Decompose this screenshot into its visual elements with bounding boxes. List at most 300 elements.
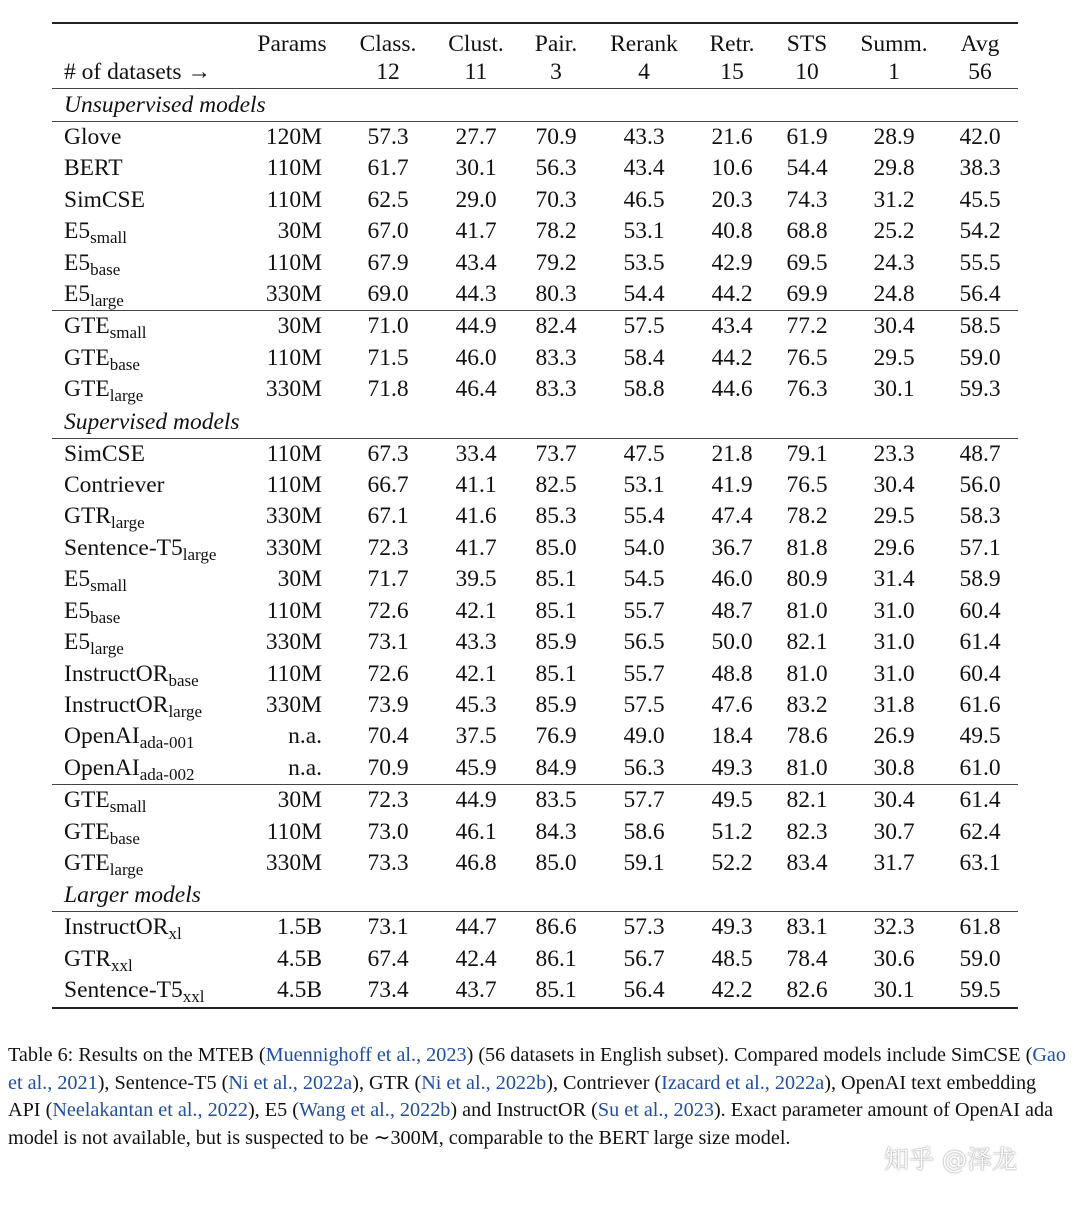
score-cell: 41.6 — [455, 503, 497, 530]
score-cell: 83.5 — [535, 787, 577, 814]
score-cell: 61.4 — [959, 629, 1001, 656]
table-row — [52, 185, 1018, 216]
caption-text: ), E5 ( — [247, 1099, 299, 1122]
datasets-count-label: # of datasets → — [52, 56, 240, 89]
section-header-row — [52, 879, 1018, 912]
score-cell: 73.7 — [535, 440, 577, 467]
score-cell: 29.6 — [873, 534, 915, 561]
score-cell: 69.5 — [786, 249, 828, 276]
score-cell: 70.4 — [367, 723, 409, 750]
score-cell: 80.9 — [786, 566, 828, 593]
score-cell: 58.4 — [623, 344, 665, 371]
score-cell: 83.3 — [535, 344, 577, 371]
params-cell: 110M — [266, 186, 322, 213]
model-size-subscript: base — [109, 354, 140, 374]
score-cell: 57.3 — [367, 124, 409, 150]
score-cell: 29.5 — [873, 503, 915, 530]
section-title: Supervised models — [52, 406, 1018, 439]
score-cell: 81.0 — [786, 660, 828, 687]
score-cell: 44.2 — [696, 279, 768, 311]
score-cell: 43.4 — [455, 249, 497, 276]
score-cell: 66.7 — [367, 472, 409, 499]
score-cell: 46.4 — [455, 376, 497, 403]
score-cell: 58.3 — [959, 503, 1001, 530]
score-cell: 67.3 — [367, 440, 409, 467]
table-row — [52, 279, 1018, 311]
score-cell: 31.8 — [873, 691, 915, 718]
score-cell: 73.1 — [367, 914, 409, 941]
score-cell: 39.5 — [455, 566, 497, 593]
score-cell: 46.1 — [455, 818, 497, 845]
table-row — [52, 721, 1018, 752]
model-name: BERT — [64, 155, 123, 182]
score-cell: 10.6 — [711, 155, 753, 182]
score-cell: 78.2 — [535, 218, 577, 245]
section-header-row — [52, 89, 1018, 122]
model-name: E5 — [64, 629, 91, 656]
score-cell: 30.1 — [846, 975, 942, 1007]
citation-link[interactable]: Gao et al., 2021 — [8, 1044, 1066, 1094]
caption-text: ), OpenAI text embedding API ( — [8, 1071, 1037, 1122]
table-row — [52, 470, 1018, 501]
score-cell: 57.3 — [623, 914, 665, 941]
score-cell: 48.5 — [711, 945, 753, 972]
column-header: Clust. — [432, 23, 520, 56]
score-cell: 79.1 — [786, 440, 828, 467]
score-cell: 42.9 — [711, 249, 753, 276]
score-cell: 44.2 — [711, 344, 753, 371]
model-name: InstructOR — [64, 660, 169, 687]
score-cell: 81.0 — [768, 753, 846, 785]
score-cell: 55.5 — [959, 249, 1001, 276]
score-cell: 82.1 — [786, 787, 828, 814]
section-title: Larger models — [52, 879, 1018, 912]
model-name-cell — [52, 470, 240, 501]
score-cell: 31.0 — [873, 660, 915, 687]
model-name: GTE — [64, 313, 110, 340]
model-name: Sentence-T5 — [64, 977, 183, 1004]
score-cell: 85.1 — [535, 566, 577, 593]
score-cell: 46.0 — [455, 344, 497, 371]
score-cell: 61.8 — [959, 914, 1001, 941]
score-cell: 62.4 — [959, 818, 1001, 845]
column-header: STS — [768, 23, 846, 56]
table-row — [52, 912, 1018, 944]
score-cell: 61.4 — [959, 787, 1001, 814]
score-cell: 83.4 — [786, 849, 828, 876]
table-row — [52, 690, 1018, 721]
score-cell: 73.9 — [367, 691, 409, 718]
score-cell: 41.7 — [455, 218, 497, 245]
score-cell: 72.6 — [367, 597, 409, 624]
model-name: GTE — [64, 787, 110, 814]
model-name-cell — [52, 343, 240, 374]
score-cell: 56.3 — [592, 753, 696, 785]
score-cell: 67.4 — [367, 945, 409, 972]
model-name-cell — [52, 122, 240, 154]
score-cell: 48.8 — [711, 660, 753, 687]
score-cell: 52.2 — [711, 849, 753, 876]
model-name-cell — [52, 374, 240, 405]
score-cell: 31.0 — [873, 629, 915, 656]
score-cell: 60.4 — [959, 597, 1001, 624]
score-cell: 71.7 — [367, 566, 409, 593]
score-cell: 49.5 — [959, 723, 1001, 750]
table-row — [52, 627, 1018, 658]
score-cell: 44.9 — [455, 787, 497, 814]
score-cell: 57.5 — [623, 313, 665, 340]
column-header: Params — [240, 23, 344, 56]
score-cell: 82.1 — [786, 629, 828, 656]
score-cell: 58.8 — [623, 376, 665, 403]
dataset-count: 12 — [344, 56, 432, 89]
table-row — [52, 975, 1018, 1007]
score-cell: 47.6 — [711, 691, 753, 718]
score-cell: 53.1 — [623, 472, 665, 499]
dataset-count: 1 — [846, 56, 942, 89]
score-cell: 55.7 — [623, 660, 665, 687]
watermark: 知乎 @泽龙 — [884, 1145, 1017, 1174]
score-cell: 40.8 — [711, 218, 753, 245]
params-cell: 110M — [266, 344, 322, 371]
score-cell: 36.7 — [711, 534, 753, 561]
score-cell: 50.0 — [711, 629, 753, 656]
score-cell: 82.5 — [535, 472, 577, 499]
table-caption — [8, 1042, 1070, 1152]
score-cell: 49.5 — [711, 787, 753, 814]
mteb-results-table — [52, 22, 1018, 1009]
model-name: GTE — [64, 849, 110, 876]
params-cell: 110M — [266, 440, 322, 467]
citation-link[interactable]: Izacard et al., 2022a — [661, 1071, 825, 1094]
model-size-subscript: small — [109, 797, 147, 817]
score-cell: 77.2 — [786, 313, 828, 340]
model-name-cell — [52, 817, 240, 848]
score-cell: 54.5 — [623, 566, 665, 593]
section-header-row — [52, 406, 1018, 439]
score-cell: 61.6 — [959, 691, 1001, 718]
table-row — [52, 438, 1018, 470]
params-cell: n.a. — [288, 723, 322, 750]
score-cell: 70.3 — [535, 186, 577, 213]
citation-link[interactable]: Muennighoff et al., 2023 — [265, 1044, 467, 1066]
params-cell: 30M — [277, 313, 322, 340]
score-cell: 28.9 — [873, 124, 915, 150]
score-cell: 42.1 — [455, 660, 497, 687]
score-cell: 85.3 — [535, 503, 577, 530]
score-cell: 57.5 — [623, 691, 665, 718]
table-row — [52, 122, 1018, 154]
score-cell: 61.9 — [786, 124, 828, 150]
model-size-subscript: xl — [168, 924, 182, 944]
table-row — [52, 596, 1018, 627]
model-name: OpenAI — [64, 754, 140, 781]
citation-link[interactable]: Neelakantan et al., 2022 — [52, 1099, 248, 1122]
score-cell: 43.4 — [623, 155, 665, 182]
table-row — [52, 248, 1018, 279]
score-cell: 73.3 — [367, 849, 409, 876]
model-size-subscript: large — [109, 859, 144, 879]
table-row — [52, 564, 1018, 595]
dataset-count: 10 — [768, 56, 846, 89]
score-cell: 76.5 — [786, 472, 828, 499]
score-cell: 27.7 — [455, 124, 497, 150]
score-cell: 72.6 — [367, 660, 409, 687]
model-name-cell — [52, 975, 240, 1007]
column-header: Class. — [344, 23, 432, 56]
citation-link[interactable]: Wang et al., 2022b — [298, 1099, 451, 1122]
table-body — [52, 89, 1018, 1008]
score-cell: 79.2 — [535, 249, 577, 276]
model-name-cell — [52, 912, 240, 944]
model-size-subscript: xxl — [182, 987, 205, 1007]
model-name-cell — [52, 690, 240, 721]
score-cell: 30.6 — [873, 945, 915, 972]
model-name-cell — [52, 848, 240, 879]
score-cell: 49.3 — [711, 914, 753, 941]
column-header: Pair. — [520, 23, 592, 56]
model-size-subscript: base — [168, 670, 199, 690]
dataset-count: 11 — [432, 56, 520, 89]
dataset-count: 15 — [696, 56, 768, 89]
params-cell: 4.5B — [276, 945, 322, 972]
score-cell: 74.3 — [786, 186, 828, 213]
score-cell: 85.0 — [535, 534, 577, 561]
table-row — [52, 153, 1018, 184]
model-name-cell — [52, 659, 240, 690]
score-cell: 31.0 — [873, 597, 915, 624]
score-cell: 56.7 — [623, 945, 665, 972]
column-header: Summ. — [846, 23, 942, 56]
score-cell: 59.0 — [959, 344, 1001, 371]
results-table-container — [52, 22, 1018, 1009]
score-cell: 83.2 — [786, 691, 828, 718]
score-cell: 84.3 — [535, 818, 577, 845]
score-cell: 30.1 — [873, 376, 915, 403]
section-title: Unsupervised models — [52, 89, 1018, 122]
table-row — [52, 533, 1018, 564]
score-cell: 29.0 — [455, 186, 497, 213]
model-name: SimCSE — [64, 440, 145, 467]
model-name-cell — [52, 944, 240, 975]
model-size-subscript: large — [90, 639, 124, 659]
model-size-subscript: large — [182, 544, 217, 564]
score-cell: 63.1 — [959, 849, 1001, 876]
model-name-cell — [52, 785, 240, 817]
table-row — [52, 848, 1018, 879]
score-cell: 68.8 — [786, 218, 828, 245]
score-cell: 55.4 — [623, 503, 665, 530]
score-cell: 76.9 — [535, 723, 577, 750]
model-size-subscript: large — [111, 513, 145, 533]
model-name-cell — [52, 153, 240, 184]
caption-text: ), GTR ( — [352, 1071, 422, 1094]
model-name: E5 — [64, 218, 91, 245]
dataset-count: 56 — [942, 56, 1018, 89]
score-cell: 24.3 — [873, 249, 915, 276]
table-row — [52, 501, 1018, 532]
column-header: Retr. — [696, 23, 768, 56]
model-name: E5 — [64, 281, 91, 308]
score-cell: 21.6 — [711, 124, 753, 150]
score-cell: 21.8 — [711, 440, 753, 467]
params-cell: 110M — [266, 818, 322, 845]
score-cell: 58.5 — [959, 313, 1001, 340]
params-cell: 330M — [240, 279, 344, 311]
model-name-cell — [52, 216, 240, 247]
model-size-subscript: large — [168, 701, 203, 721]
column-header: Avg — [942, 23, 1018, 56]
score-cell: 31.7 — [873, 849, 915, 876]
score-cell: 56.3 — [535, 155, 577, 182]
score-cell: 59.1 — [623, 849, 665, 876]
model-name: GTE — [64, 344, 110, 371]
params-cell: 120M — [265, 124, 322, 150]
citation-link[interactable]: Ni et al., 2022a — [228, 1071, 353, 1094]
score-cell: 73.0 — [367, 818, 409, 845]
score-cell: 53.5 — [623, 249, 665, 276]
score-cell: 85.9 — [535, 691, 577, 718]
model-name: E5 — [64, 249, 91, 276]
score-cell: 71.8 — [367, 376, 409, 403]
score-cell: 86.6 — [535, 914, 577, 941]
table-header — [52, 23, 1018, 89]
score-cell: 70.9 — [535, 124, 577, 150]
score-cell: 26.9 — [873, 723, 915, 750]
score-cell: 85.0 — [535, 849, 577, 876]
model-size-subscript: small — [90, 576, 127, 596]
model-name: Contriever — [64, 472, 165, 499]
table-row — [52, 785, 1018, 817]
score-cell: 30.7 — [873, 818, 915, 845]
citation-link[interactable]: Su et al., 2023 — [597, 1099, 714, 1122]
score-cell: 47.5 — [623, 440, 665, 467]
params-cell: 1.5B — [276, 914, 322, 941]
params-cell: 110M — [266, 472, 322, 499]
citation-link[interactable]: Ni et al., 2022b — [421, 1071, 547, 1094]
score-cell: 72.3 — [367, 534, 409, 561]
table-row — [52, 374, 1018, 405]
score-cell: 43.4 — [711, 313, 753, 340]
table-row — [52, 944, 1018, 975]
score-cell: 31.4 — [873, 566, 915, 593]
score-cell: 83.1 — [786, 914, 828, 941]
score-cell: 42.0 — [959, 124, 1001, 150]
score-cell: 30.4 — [873, 787, 915, 814]
score-cell: 31.2 — [873, 186, 915, 213]
model-name: OpenAI — [64, 723, 140, 750]
model-size-subscript: small — [90, 228, 127, 248]
caption-text: ) and InstructOR ( — [450, 1099, 598, 1122]
params-cell: 110M — [266, 597, 322, 624]
model-name: E5 — [64, 566, 91, 593]
score-cell: 67.0 — [367, 218, 409, 245]
dataset-count: 4 — [592, 56, 696, 89]
score-cell: 58.6 — [623, 818, 665, 845]
score-cell: 56.4 — [942, 279, 1018, 311]
score-cell: 82.3 — [786, 818, 828, 845]
score-cell: 47.4 — [711, 503, 753, 530]
score-cell: 18.4 — [711, 723, 753, 750]
caption-text: ), Sentence-T5 ( — [97, 1071, 229, 1094]
score-cell: 41.1 — [455, 472, 497, 499]
score-cell: 56.4 — [592, 975, 696, 1007]
score-cell: 55.7 — [623, 597, 665, 624]
score-cell: 42.4 — [455, 945, 497, 972]
score-cell: 29.5 — [873, 344, 915, 371]
score-cell: 82.6 — [768, 975, 846, 1007]
score-cell: 60.4 — [959, 660, 1001, 687]
caption-text: Table 6: Results on the MTEB ( — [8, 1044, 266, 1066]
score-cell: 56.5 — [623, 629, 665, 656]
score-cell: 82.4 — [535, 313, 577, 340]
score-cell: 57.1 — [959, 534, 1001, 561]
score-cell: 76.3 — [786, 376, 828, 403]
model-name-cell — [52, 753, 240, 785]
params-cell: 30M — [277, 218, 322, 245]
params-cell: 110M — [266, 155, 322, 182]
column-header — [52, 23, 240, 56]
model-name: GTR — [64, 503, 111, 530]
score-cell: 37.5 — [455, 723, 497, 750]
score-cell: 46.0 — [711, 566, 753, 593]
model-name: GTE — [64, 818, 110, 845]
score-cell: 70.9 — [344, 753, 432, 785]
table-row — [52, 343, 1018, 374]
params-cell: 330M — [265, 691, 322, 718]
score-cell: 42.2 — [696, 975, 768, 1007]
score-cell: 83.3 — [535, 376, 577, 403]
params-cell: 30M — [277, 787, 322, 814]
score-cell: 85.1 — [535, 660, 577, 687]
params-cell: 110M — [266, 249, 322, 276]
model-name-cell — [52, 185, 240, 216]
score-cell: 56.0 — [959, 472, 1001, 499]
model-size-subscript: base — [90, 259, 121, 279]
header-row-dataset-counts — [52, 56, 1018, 89]
score-cell: 84.9 — [520, 753, 592, 785]
model-size-subscript: small — [109, 323, 147, 343]
model-name: GTR — [64, 945, 111, 972]
model-size-subscript: ada-001 — [139, 733, 195, 753]
params-cell: 330M — [265, 849, 322, 876]
model-name-cell — [52, 438, 240, 470]
params-cell: 30M — [277, 566, 322, 593]
score-cell: 59.5 — [942, 975, 1018, 1007]
score-cell: 61.0 — [942, 753, 1018, 785]
params-cell: 330M — [265, 629, 322, 656]
score-cell: 46.5 — [623, 186, 665, 213]
score-cell: 23.3 — [873, 440, 915, 467]
header-row-metrics — [52, 23, 1018, 56]
score-cell: 71.0 — [367, 313, 409, 340]
params-cell: 330M — [265, 503, 322, 530]
score-cell: 41.7 — [455, 534, 497, 561]
score-cell: 69.0 — [344, 279, 432, 311]
model-size-subscript: large — [109, 386, 144, 406]
model-name: GTE — [64, 376, 110, 403]
model-name-cell — [52, 627, 240, 658]
model-name-cell — [52, 596, 240, 627]
table-row — [52, 311, 1018, 343]
score-cell: 41.9 — [711, 472, 753, 499]
score-cell: 43.7 — [432, 975, 520, 1007]
score-cell: 67.9 — [367, 249, 409, 276]
model-name: E5 — [64, 597, 91, 624]
score-cell: 76.5 — [786, 344, 828, 371]
score-cell: 85.1 — [520, 975, 592, 1007]
score-cell: 32.3 — [873, 914, 915, 941]
